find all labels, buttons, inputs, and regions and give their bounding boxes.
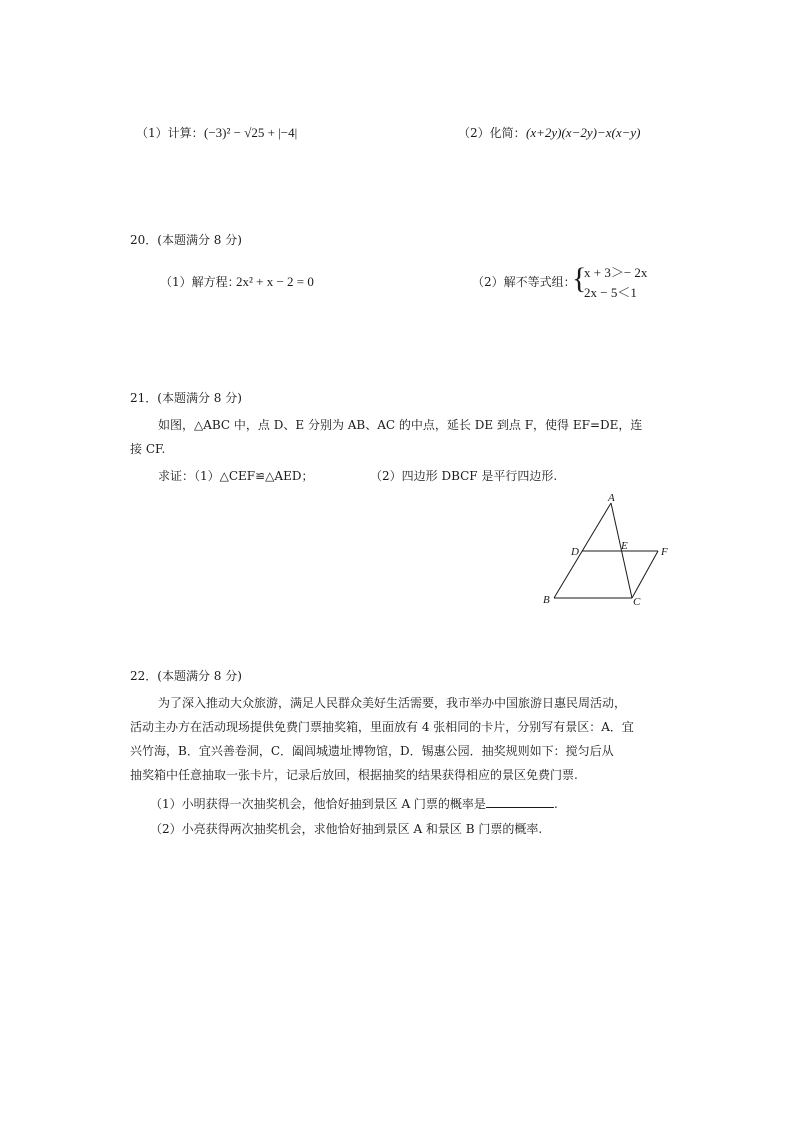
q22-text-line2: 活动主办方在活动现场提供免费门票抽奖箱，里面放有 4 张相同的卡片，分别写有景区：A．宜: [130, 720, 634, 734]
q19-part2-expression: (x+2y)(x−2y)−x(x−y): [526, 125, 641, 140]
q20-inequality-1: x + 3＞− 2x: [584, 265, 648, 280]
q22-subquestion-2: （2）小亮获得两次抽奖机会，求他恰好抽到景区 A 和景区 B 门票的概率.: [150, 822, 543, 836]
q19-part1-expression: (−3)² − √25 + |−4|: [204, 125, 298, 140]
q20-heading: 20．(本题满分 8 分): [130, 233, 242, 247]
label-d: D: [571, 546, 579, 558]
label-a: A: [608, 492, 615, 504]
q22-text-line4: 抽奖箱中任意抽取一张卡片，记录后放回，根据抽奖的结果获得相应的景区免费门票.: [130, 768, 578, 782]
q21-text-line1: 如图，△ABC 中，点 D、E 分别为 AB、AC 的中点，延长 DE 到点 F，使得 EF=DE，连: [158, 418, 643, 432]
label-e: E: [621, 540, 628, 552]
q21-prove-part1: 求证：（1）△CEF≌△AED；: [158, 469, 314, 483]
label-c: C: [633, 596, 641, 608]
system-brace: {: [572, 262, 587, 295]
q20-part1-label: （1）解方程：: [160, 275, 240, 289]
q21-text-line2: 接 CF.: [130, 442, 166, 456]
q20-part1-equation: 2x² + x − 2 = 0: [236, 274, 314, 289]
q20-part2-label: （2）解不等式组：: [472, 275, 576, 289]
q22-text-line1: 为了深入推动大众旅游，满足人民群众美好生活需要，我市举办中国旅游日惠民周活动，: [158, 696, 627, 710]
q22-text-line3: 兴竹海，B．宜兴善卷洞，C．阖闾城遗址博物馆，D．锡惠公园．抽奖规则如下：搅匀后从: [130, 744, 614, 758]
q22-heading: 22．(本题满分 8 分): [130, 669, 242, 683]
segment-cf: [632, 551, 658, 598]
q21-geometry-figure: [530, 490, 680, 610]
q19-part1-label: （1）计算：: [136, 126, 204, 140]
q21-heading: 21．(本题满分 8 分): [130, 391, 242, 405]
label-f: F: [661, 546, 668, 558]
q22-sub1-text: （1）小明获得一次抽奖机会，他恰好抽到景区 A 门票的概率是: [150, 797, 486, 811]
q21-prove-part2: （2）四边形 DBCF 是平行四边形.: [370, 469, 558, 483]
q22-sub1-period: .: [553, 797, 558, 811]
q20-inequality-2: 2x − 5＜1: [584, 285, 637, 300]
label-b: B: [543, 594, 550, 606]
answer-blank[interactable]: [486, 797, 554, 808]
q22-subquestion-1: [150, 797, 558, 810]
q19-part2-label: （2）化简：: [458, 126, 526, 140]
